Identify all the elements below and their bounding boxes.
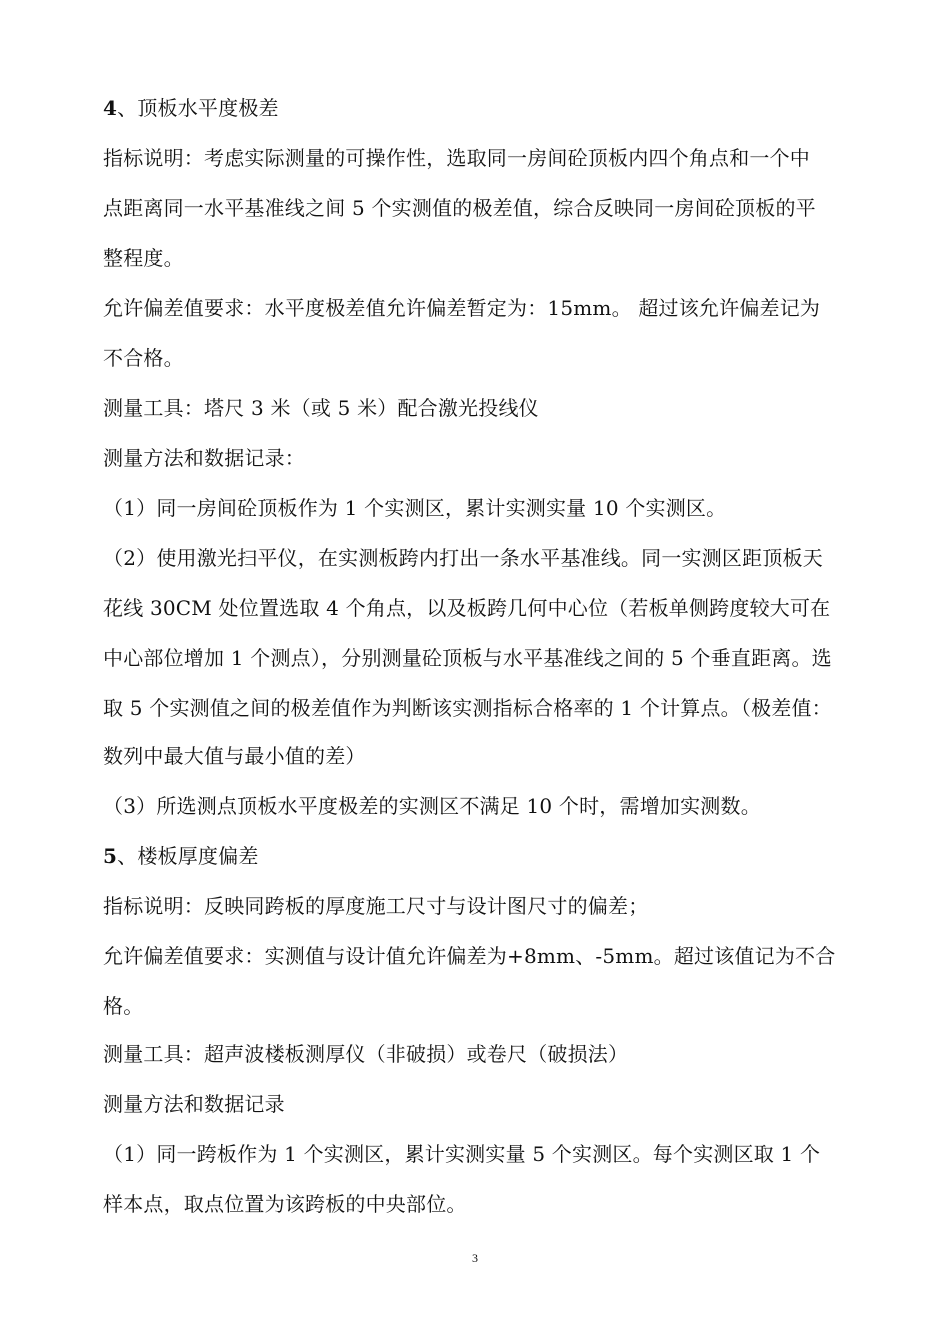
section-4-step-3: （3）所选测点顶板水平度极差的实测区不满足 10 个时，需增加实测数。 [103,794,761,818]
section-4-step-2-line-4: 取 5 个实测值之间的极差值作为判断该实测指标合格率的 1 个计算点。（极差值： [103,696,832,720]
section-4-description-line-2: 点距离同一水平基准线之间 5 个实测值的极差值，综合反映同一房间砼顶板的平 [103,196,816,220]
section-4-method-title: 测量方法和数据记录： [103,446,305,470]
section-5-number: 5 [103,844,118,868]
section-4-step-2-line-2: 花线 30CM 处位置选取 4 个角点，以及板跨几何中心位（若板单侧跨度较大可在 [103,596,831,620]
section-5-title: 、楼板厚度偏差 [117,844,259,868]
section-4-tolerance-line-2: 不合格。 [103,346,184,370]
section-4-description-line-1: 指标说明：考虑实际测量的可操作性，选取同一房间砼顶板内四个角点和一个中 [103,146,810,170]
section-4-description-line-3: 整程度。 [103,246,184,270]
section-5-tolerance-line-1: 允许偏差值要求：实测值与设计值允许偏差为+8mm、-5mm。超过该值记为不合 [103,944,836,968]
section-5-step-1-line-1: （1）同一跨板作为 1 个实测区，累计实测实量 5 个实测区。每个实测区取 1 个 [103,1142,821,1166]
section-4-heading [103,94,893,122]
section-5-heading [103,842,893,870]
section-5-tolerance-line-2: 格。 [103,994,144,1018]
section-4-step-2-line-3: 中心部位增加 1 个测点），分别测量砼顶板与水平基准线之间的 5 个垂直距离。选 [103,646,832,670]
section-4-step-2-line-1: （2）使用激光扫平仪，在实测板跨内打出一条水平基准线。同一实测区距顶板天 [103,546,823,570]
section-4-number: 4 [103,96,118,120]
section-5-step-1-line-2: 样本点，取点位置为该跨板的中央部位。 [103,1192,467,1216]
section-4-title: 、顶板水平度极差 [117,96,279,120]
section-4-tool: 测量工具：塔尺 3 米（或 5 米）配合激光投线仪 [103,396,539,420]
section-5-tool: 测量工具：超声波楼板测厚仪（非破损）或卷尺（破损法） [103,1042,629,1066]
section-4-step-2-line-5: 数列中最大值与最小值的差） [103,744,366,768]
section-5-description: 指标说明：反映同跨板的厚度施工尺寸与设计图尺寸的偏差； [103,894,649,918]
section-4-tolerance-line-1: 允许偏差值要求：水平度极差值允许偏差暂定为：15mm。 超过该允许偏差记为 [103,296,821,320]
section-5-method-title: 测量方法和数据记录 [103,1092,285,1116]
page-number: 3 [472,1251,478,1265]
section-4-step-1: （1）同一房间砼顶板作为 1 个实测区，累计实测实量 10 个实测区。 [103,496,727,520]
